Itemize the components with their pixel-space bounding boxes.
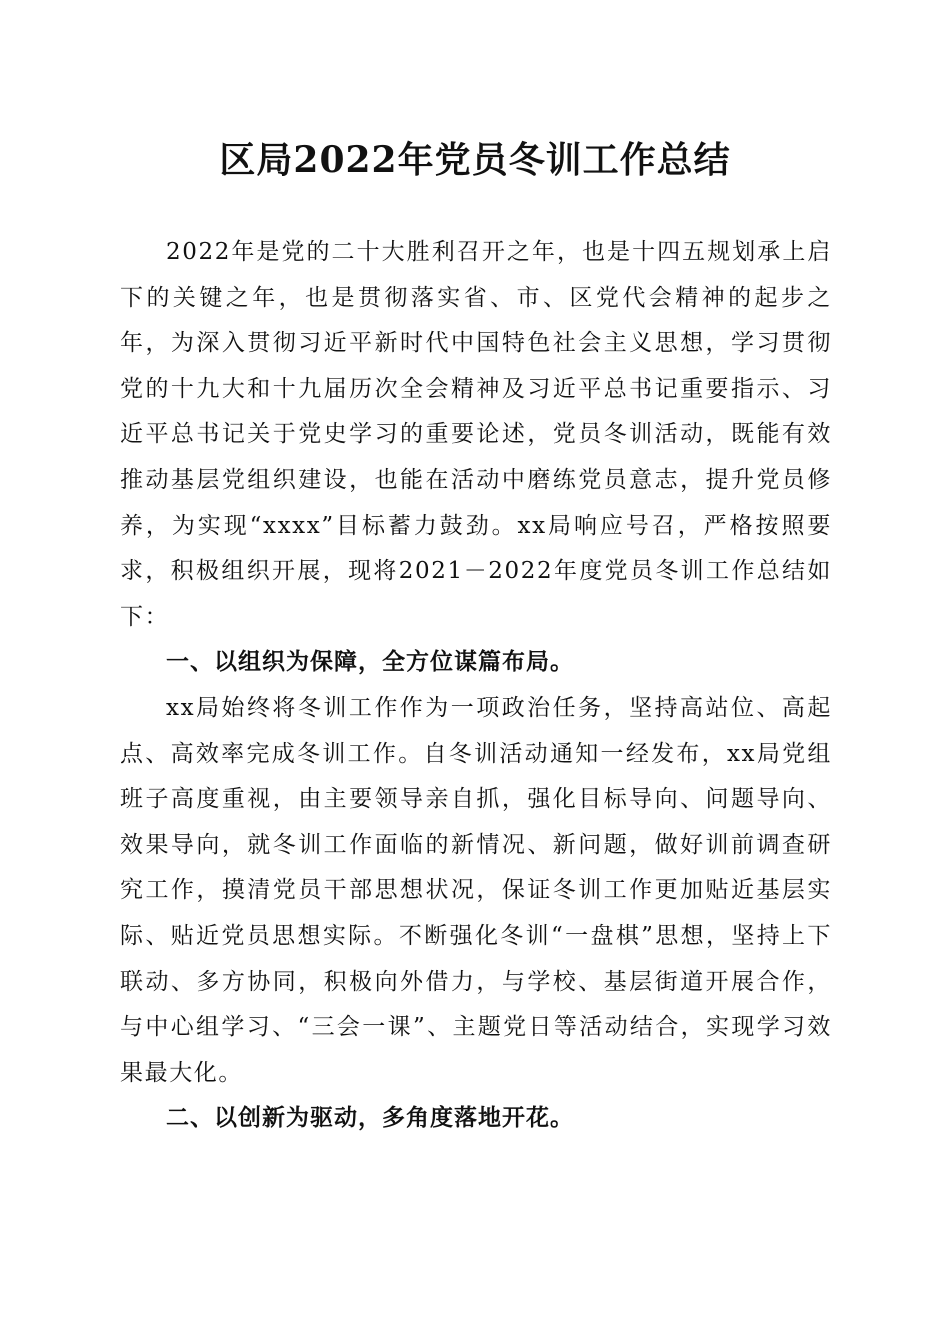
section-heading-2: 二、以创新为驱动，多角度落地开花。 — [166, 1105, 574, 1132]
document-title: 区局2022年党员冬训工作总结 — [219, 139, 731, 181]
document-body — [120, 230, 832, 1142]
intro-paragraph: 2022年是党的二十大胜利召开之年，也是十四五规划承上启下的关键之年，也是贯彻落实省、市、区党代会精神的起步之年，为深入贯彻习近平新时代中国特色社会主义思想，学习贯彻党的十九大和十九届历次全会精神及习近平总书记重要指示、习近平总书记关于党史学习的重要论述，党员冬训活动，既能有效推动基层党组织建设，也能在活动中磨练党员意志，提升党员修养，为实现“xxxx”目标蓄力鼓劲。xx局响应号召，严格按照要求，积极组织开展，现将2021－2022年度党员冬训工作总结如下： — [120, 239, 832, 630]
section-heading-1: 一、以组织为保障，全方位谋篇布局。 — [166, 649, 574, 676]
section-1-paragraph: xx局始终将冬训工作作为一项政治任务，坚持高站位、高起点、高效率完成冬训工作。自冬训活动通知一经发布，xx局党组班子高度重视，由主要领导亲自抓，强化目标导向、问题导向、效果导向，就冬训工作面临的新情况、新问题，做好训前调查研究工作，摸清党员干部思想状况，保证冬训工作更加贴近基层实际、贴近党员思想实际。不断强化冬训“一盘棋”思想，坚持上下联动、多方协同，积极向外借力，与学校、基层街道开展合作，与中心组学习、“三会一课”、主题党日等活动结合，实现学习效果最大化。 — [120, 694, 832, 1086]
